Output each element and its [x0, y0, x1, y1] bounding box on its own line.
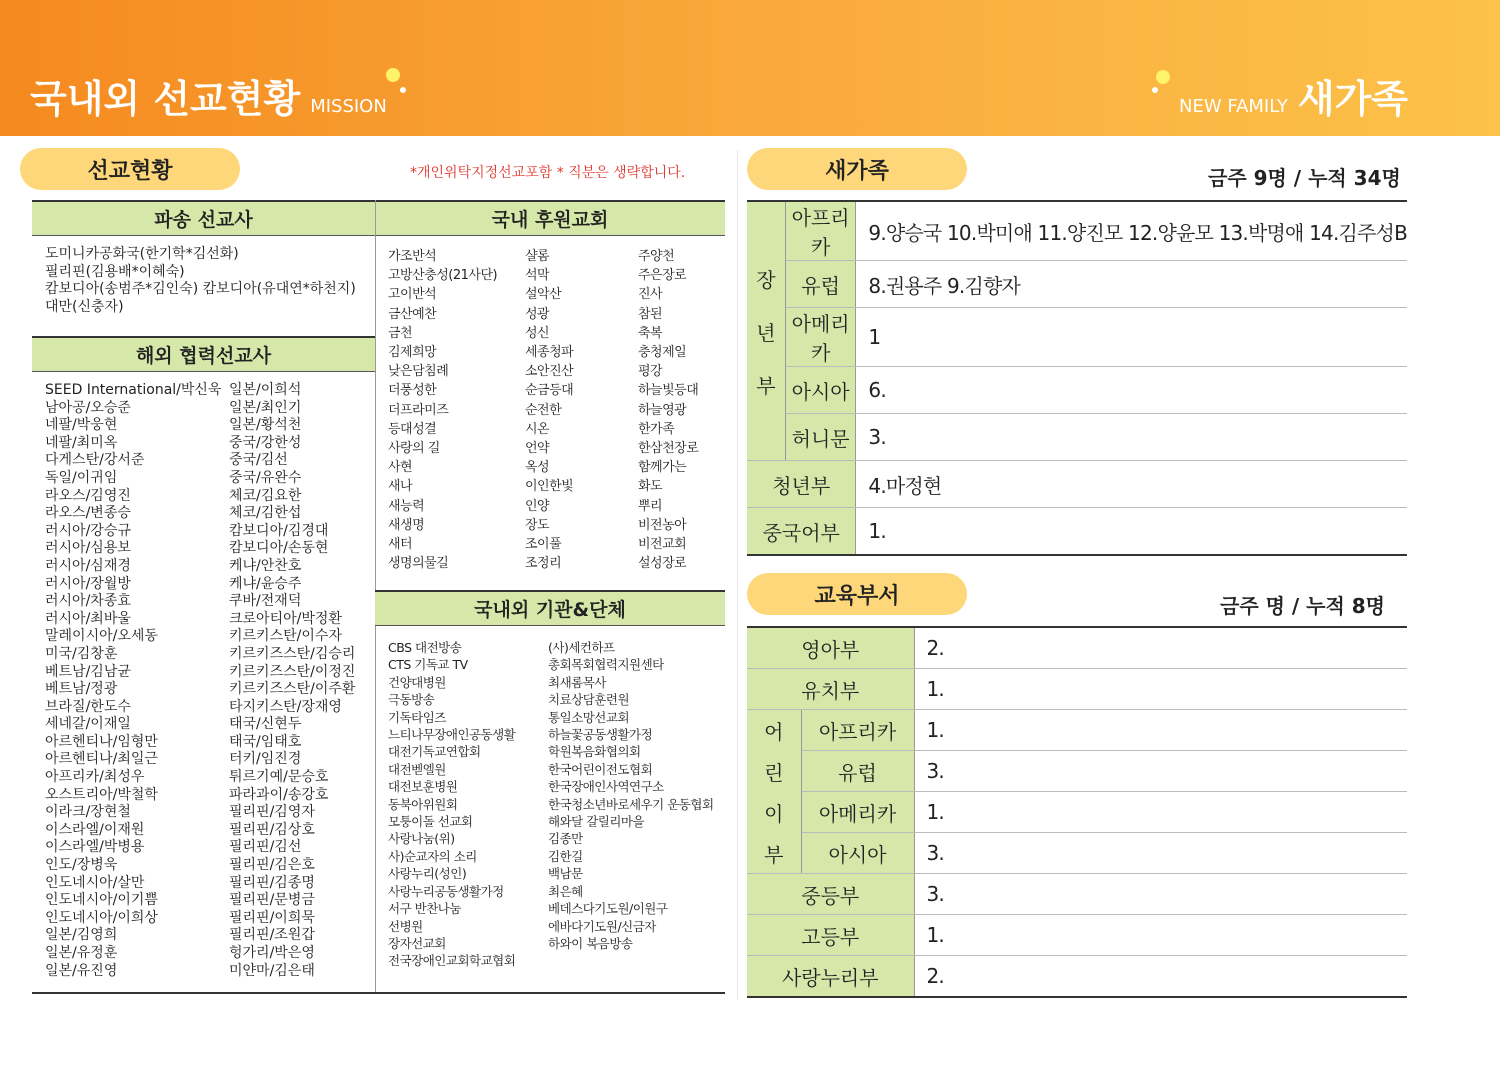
row-label: 아프리카 — [801, 710, 914, 751]
list-item: 해와달 갈릴리마을 — [548, 814, 645, 830]
row-value: 1. — [914, 710, 1407, 751]
list-item: 새터 — [388, 537, 413, 553]
list-item: 필리핀/김선 — [229, 839, 302, 856]
list-item: 케냐/안찬호 — [229, 557, 302, 574]
list-item: 조이풀 — [525, 537, 562, 553]
list-item: 한국장애인사역연구소 — [548, 779, 664, 795]
list-item: 캄보디아(송범주*김인숙) 캄보디아(유대연*하천지) — [45, 281, 356, 298]
list-item: 치료상담훈련원 — [548, 692, 630, 708]
list-item: 하와이 복음방송 — [548, 935, 633, 951]
list-item: 하늘빛등대 — [638, 383, 699, 399]
row-value: 3. — [856, 414, 1407, 461]
row-label: 고등부 — [747, 915, 914, 956]
domestic-list-col3 — [638, 247, 698, 573]
list-item: 대전보훈병원 — [388, 779, 458, 795]
row-label: 허니문 — [785, 414, 856, 461]
list-item: 고이반석 — [388, 287, 437, 303]
adult-side-label — [747, 201, 785, 461]
decor-dot-small-icon — [1152, 87, 1158, 93]
list-item: 러시아/최바울 — [45, 610, 131, 627]
row-label: 아메리카 — [801, 792, 914, 833]
list-item: 장자선교회 — [388, 935, 446, 951]
list-item: 기독타임즈 — [388, 709, 446, 725]
list-item: 미얀마/김은태 — [229, 962, 315, 979]
list-item: 한가족 — [638, 421, 675, 437]
list-item: 건양대병원 — [388, 674, 446, 690]
list-item: 아프리카/최성우 — [45, 769, 145, 786]
list-item: 석막 — [525, 268, 550, 284]
row-value: 4.마정현 — [856, 461, 1407, 508]
list-item: 가조반석 — [388, 249, 437, 264]
table-row — [747, 367, 1407, 414]
list-item: SEED International/박신욱 — [45, 382, 222, 398]
page-divider — [737, 150, 738, 1000]
list-item: 더프라미즈 — [388, 402, 449, 418]
row-value: 9.양승국 10.박미애 11.양진모 12.양윤모 13.박명애 14.김주성B — [856, 201, 1407, 261]
side-char: 이 — [764, 801, 784, 826]
list-item: 이라크/장현철 — [45, 804, 131, 821]
row-label: 아프리카 — [785, 201, 856, 261]
row-label: 사랑누리부 — [747, 956, 914, 998]
list-item: 에바다기도원/신금자 — [548, 918, 656, 934]
side-char: 부 — [764, 842, 784, 867]
list-item: 필리핀/김영자 — [229, 804, 315, 821]
row-value: 8.권용주 9.김향자 — [856, 261, 1407, 308]
decor-dot-icon — [386, 68, 400, 82]
list-item: 태국/임태호 — [229, 733, 302, 750]
list-item: 브라질/한도수 — [45, 698, 131, 715]
list-item: 세종청파 — [525, 345, 574, 361]
row-label: 중등부 — [747, 874, 914, 915]
row-label: 아메리카 — [785, 308, 856, 367]
list-item: 아르헨티나/최일근 — [45, 751, 158, 768]
list-item: 튀르기예/문승호 — [229, 769, 329, 786]
list-item: 설악산 — [525, 287, 562, 303]
decor-dot-small-icon — [400, 87, 406, 93]
table-row — [747, 461, 1407, 508]
newfamily-table — [747, 200, 1407, 556]
list-item: 도미니카공화국(한기학*김선화) — [45, 246, 239, 262]
list-item: 새나 — [388, 479, 413, 495]
list-item: 러시아/장월방 — [45, 575, 131, 592]
list-item: 중국/강한성 — [229, 434, 302, 451]
mission-en-label: MISSION — [310, 96, 387, 117]
list-item: 체코/김한섭 — [229, 505, 302, 522]
list-item: 등대성결 — [388, 421, 437, 437]
list-item: 러시아/심재경 — [45, 557, 131, 574]
list-item: 터키/임진경 — [229, 751, 302, 768]
list-item: 옥성 — [525, 460, 550, 476]
orgs-list-col1 — [388, 639, 515, 970]
list-item: 한국어린이전도협회 — [548, 761, 653, 777]
list-item: 키르키즈스탄/이정진 — [229, 663, 356, 680]
row-value: 3. — [914, 874, 1407, 915]
list-item: 케냐/윤승주 — [229, 575, 302, 592]
list-item: 충청제일 — [638, 345, 687, 361]
list-item: 최은혜 — [548, 883, 583, 899]
list-item: 화도 — [638, 479, 663, 495]
row-label: 유치부 — [747, 669, 914, 710]
table-row — [747, 915, 1407, 956]
row-value: 3. — [914, 833, 1407, 874]
list-item: 총회목회협력지원센타 — [548, 657, 664, 673]
mission-bottom-rule — [32, 992, 725, 994]
education-tally: 금주 명 / 누적 8명 — [1220, 594, 1385, 618]
list-item: 장도 — [525, 517, 550, 533]
list-item: 비전교회 — [638, 537, 687, 553]
list-item: 전국장애인교회학교협회 — [388, 953, 516, 969]
list-item: 인도네시아/살만 — [45, 874, 145, 891]
list-item: 일본/유정훈 — [45, 945, 118, 961]
list-item: (사)세컨하프 — [548, 640, 615, 655]
list-item: 사)순교자의 소리 — [388, 848, 477, 864]
dispatched-header: 파송 선교사 — [32, 200, 375, 236]
table-row — [747, 508, 1407, 556]
list-item: 함께가는 — [638, 460, 687, 476]
list-item: 주양천 — [638, 249, 675, 264]
newfamily-en-label: NEW FAMILY — [1179, 96, 1288, 117]
list-item: 고방산충성(21사단) — [388, 268, 498, 284]
list-item: 사현 — [388, 460, 413, 476]
list-item: 세네갈/이재일 — [45, 716, 131, 733]
table-row — [747, 751, 1407, 792]
list-item: 축복 — [638, 325, 663, 341]
list-item: 선병원 — [388, 918, 423, 934]
list-item: 소안진산 — [525, 364, 574, 380]
list-item: 통일소망선교회 — [548, 709, 630, 725]
overseas-header: 해외 협력선교사 — [32, 336, 375, 372]
row-label: 영아부 — [747, 627, 914, 669]
decor-dot-icon — [1156, 70, 1170, 84]
row-label: 중국어부 — [747, 508, 856, 556]
list-item: 미국/김창훈 — [45, 645, 118, 662]
list-item: 필리핀/김상호 — [229, 821, 315, 838]
list-item: 이인한빛 — [525, 479, 574, 495]
list-item: 일본/이희석 — [229, 382, 302, 398]
list-item: 다게스탄/강서준 — [45, 452, 145, 469]
list-item: 일본/유진영 — [45, 962, 118, 979]
list-item: 성신 — [525, 325, 550, 341]
list-item: 필리핀/조원갑 — [229, 927, 315, 944]
list-item: 언약 — [525, 441, 550, 457]
list-item: 최새롬목사 — [548, 674, 606, 690]
row-value: 6. — [856, 367, 1407, 414]
list-item: 쿠바/전재덕 — [229, 593, 302, 610]
row-value: 1. — [856, 508, 1407, 556]
list-item: 베데스다기도원/이원구 — [548, 901, 668, 917]
list-item: 일본/황석천 — [229, 417, 302, 434]
newfamily-title: 새가족 — [1297, 77, 1408, 121]
list-item: 금산예찬 — [388, 306, 437, 322]
list-item: 키르키즈스탄/김승리 — [229, 645, 356, 662]
table-row — [747, 956, 1407, 998]
list-item: 베트남/김남균 — [45, 663, 131, 680]
list-item: 하늘영광 — [638, 402, 687, 418]
list-item: 일본/최인기 — [229, 399, 302, 416]
overseas-list-col1 — [45, 382, 221, 980]
list-item: 생명의물길 — [388, 556, 449, 572]
list-item: 더풍성한 — [388, 383, 437, 399]
list-item: 뿌리 — [638, 498, 663, 514]
list-item: 금천 — [388, 325, 413, 341]
table-row — [747, 669, 1407, 710]
side-char: 린 — [764, 760, 784, 785]
list-item: 새능력 — [388, 498, 425, 514]
orgs-list-col2 — [548, 639, 714, 952]
list-item: 인도네시아/이기쁨 — [45, 892, 158, 909]
row-value: 2. — [914, 956, 1407, 998]
row-label: 유럽 — [785, 261, 856, 308]
table-row — [747, 874, 1407, 915]
list-item: 한삼천장로 — [638, 441, 699, 457]
kids-side-label — [747, 710, 801, 874]
row-value: 3. — [914, 751, 1407, 792]
list-item: 헝가리/박은영 — [229, 945, 315, 961]
list-item: 사랑누리공동생활가정 — [388, 883, 504, 899]
list-item: 백남문 — [548, 866, 583, 882]
list-item: 필리핀(김용배*이혜숙) — [45, 263, 185, 280]
list-item: 서구 반찬나눔 — [388, 901, 461, 917]
row-value: 2. — [914, 627, 1407, 669]
mission-title: 국내외 선교현황 — [30, 77, 301, 121]
row-label: 청년부 — [747, 461, 856, 508]
list-item: 순전한 — [525, 402, 562, 418]
page-header — [0, 0, 1500, 136]
list-item: 모퉁이돌 선교회 — [388, 814, 473, 830]
list-item: 인도네시아/이희상 — [45, 909, 158, 926]
row-value: 1. — [914, 669, 1407, 710]
list-item: 라오스/변종승 — [45, 505, 131, 522]
list-item: 참된 — [638, 306, 663, 322]
list-item: 네팔/최미옥 — [45, 434, 118, 451]
list-item: 대만(신충자) — [45, 298, 124, 315]
list-item: 중국/유완수 — [229, 469, 302, 486]
list-item: 키르키스탄/이수자 — [229, 628, 342, 645]
list-item: 파라과이/송강호 — [229, 786, 329, 803]
list-item: 진사 — [638, 287, 663, 303]
list-item: 키르키즈스탄/이주환 — [229, 681, 356, 698]
list-item: CBS 대전방송 — [388, 640, 462, 655]
side-char: 어 — [764, 719, 784, 744]
newfamily-tally: 금주 9명 / 누적 34명 — [1208, 166, 1401, 190]
list-item: 이스라엘/박병용 — [45, 839, 145, 856]
domestic-header: 국내 후원교회 — [375, 200, 725, 236]
list-item: 캄보디아/손동현 — [229, 540, 329, 557]
list-item: 극동방송 — [388, 692, 435, 708]
list-item: 대전벧엘원 — [388, 761, 446, 777]
domestic-list-col1 — [388, 247, 497, 573]
list-item: 사랑의 길 — [388, 441, 440, 457]
table-row — [747, 201, 1407, 261]
list-item: CTS 기독교 TV — [388, 657, 468, 673]
list-item: 필리핀/김은호 — [229, 857, 315, 874]
list-item: 설성장로 — [638, 556, 687, 572]
list-item: 사랑누리(성인) — [388, 866, 467, 882]
list-item: 비전농아 — [638, 517, 687, 533]
list-item: 느티나무장애인공동생활 — [388, 727, 516, 743]
row-value: 1. — [914, 792, 1407, 833]
list-item: 러시아/심용보 — [45, 540, 131, 557]
mission-heading — [30, 68, 387, 123]
list-item: 이스라엘/이재원 — [45, 821, 145, 838]
side-char: 부 — [756, 373, 776, 398]
list-item: 김종만 — [548, 831, 583, 847]
list-item: 남아공/오승준 — [45, 399, 131, 416]
list-item: 성광 — [525, 306, 550, 322]
list-item: 러시아/강승규 — [45, 522, 131, 539]
list-item: 타지키스탄/장재영 — [229, 698, 342, 715]
list-item: 조정리 — [525, 556, 562, 572]
table-row — [747, 792, 1407, 833]
row-label: 아시아 — [801, 833, 914, 874]
row-label: 유럽 — [801, 751, 914, 792]
row-value: 1 — [856, 308, 1407, 367]
domestic-list-col2 — [525, 247, 573, 573]
orgs-header: 국내외 기관&단체 — [375, 590, 725, 626]
list-item: 평강 — [638, 364, 663, 380]
list-item: 라오스/김영진 — [45, 487, 131, 504]
table-row — [747, 414, 1407, 461]
table-row — [747, 710, 1407, 751]
list-item: 낮은담침례 — [388, 364, 449, 380]
list-item: 필리핀/김종명 — [229, 874, 315, 891]
mission-status-pill: 선교현황 — [20, 148, 240, 190]
table-row — [747, 627, 1407, 669]
list-item: 러시아/차종효 — [45, 593, 131, 610]
newfamily-heading — [1179, 68, 1408, 123]
list-item: 한국청소년바로세우기 운동협회 — [548, 796, 714, 812]
list-item: 크로아티아/박정환 — [229, 610, 342, 627]
list-item: 새생명 — [388, 517, 425, 533]
list-item: 주은장로 — [638, 268, 687, 284]
list-item: 김제희망 — [388, 345, 437, 361]
table-row — [747, 308, 1407, 367]
mission-note: *개인위탁지정선교포함 * 직분은 생략합니다. — [410, 165, 686, 181]
list-item: 체코/김요한 — [229, 487, 302, 504]
list-item: 필리핀/문병금 — [229, 892, 315, 909]
list-item: 독일/이귀임 — [45, 469, 118, 486]
list-item: 태국/신현두 — [229, 716, 302, 733]
list-item: 필리핀/이희묵 — [229, 909, 315, 926]
list-item: 베트남/정광 — [45, 681, 118, 698]
list-item: 시온 — [525, 421, 550, 437]
row-label: 아시아 — [785, 367, 856, 414]
dispatched-list — [45, 246, 356, 316]
table-row — [747, 833, 1407, 874]
list-item: 사랑나눔(위) — [388, 831, 455, 847]
side-char: 년 — [756, 320, 776, 345]
list-item: 네팔/박웅현 — [45, 417, 118, 434]
list-item: 학원복음화협의회 — [548, 744, 641, 760]
list-item: 샬롬 — [525, 249, 550, 264]
row-value: 1. — [914, 915, 1407, 956]
list-item: 김한길 — [548, 848, 583, 864]
table-row — [747, 261, 1407, 308]
list-item: 중국/김선 — [229, 452, 288, 469]
list-item: 캄보디아/김경대 — [229, 522, 329, 539]
newfamily-pill: 새가족 — [747, 148, 967, 190]
list-item: 인도/장병욱 — [45, 857, 118, 874]
list-item: 순금등대 — [525, 383, 574, 399]
list-item: 아르헨티나/임형만 — [45, 733, 158, 750]
list-item: 대전기독교연합회 — [388, 744, 481, 760]
list-item: 동북아위원회 — [388, 796, 458, 812]
list-item: 일본/김영희 — [45, 927, 118, 944]
education-table — [747, 626, 1407, 998]
list-item: 인양 — [525, 498, 550, 514]
list-item: 하늘꽃공동생활가정 — [548, 727, 653, 743]
list-item: 말레이시아/오세동 — [45, 628, 158, 645]
list-item: 오스트리아/박철학 — [45, 786, 158, 803]
overseas-list-col2 — [229, 382, 355, 980]
side-char: 장 — [756, 267, 776, 292]
education-pill: 교육부서 — [747, 573, 967, 615]
